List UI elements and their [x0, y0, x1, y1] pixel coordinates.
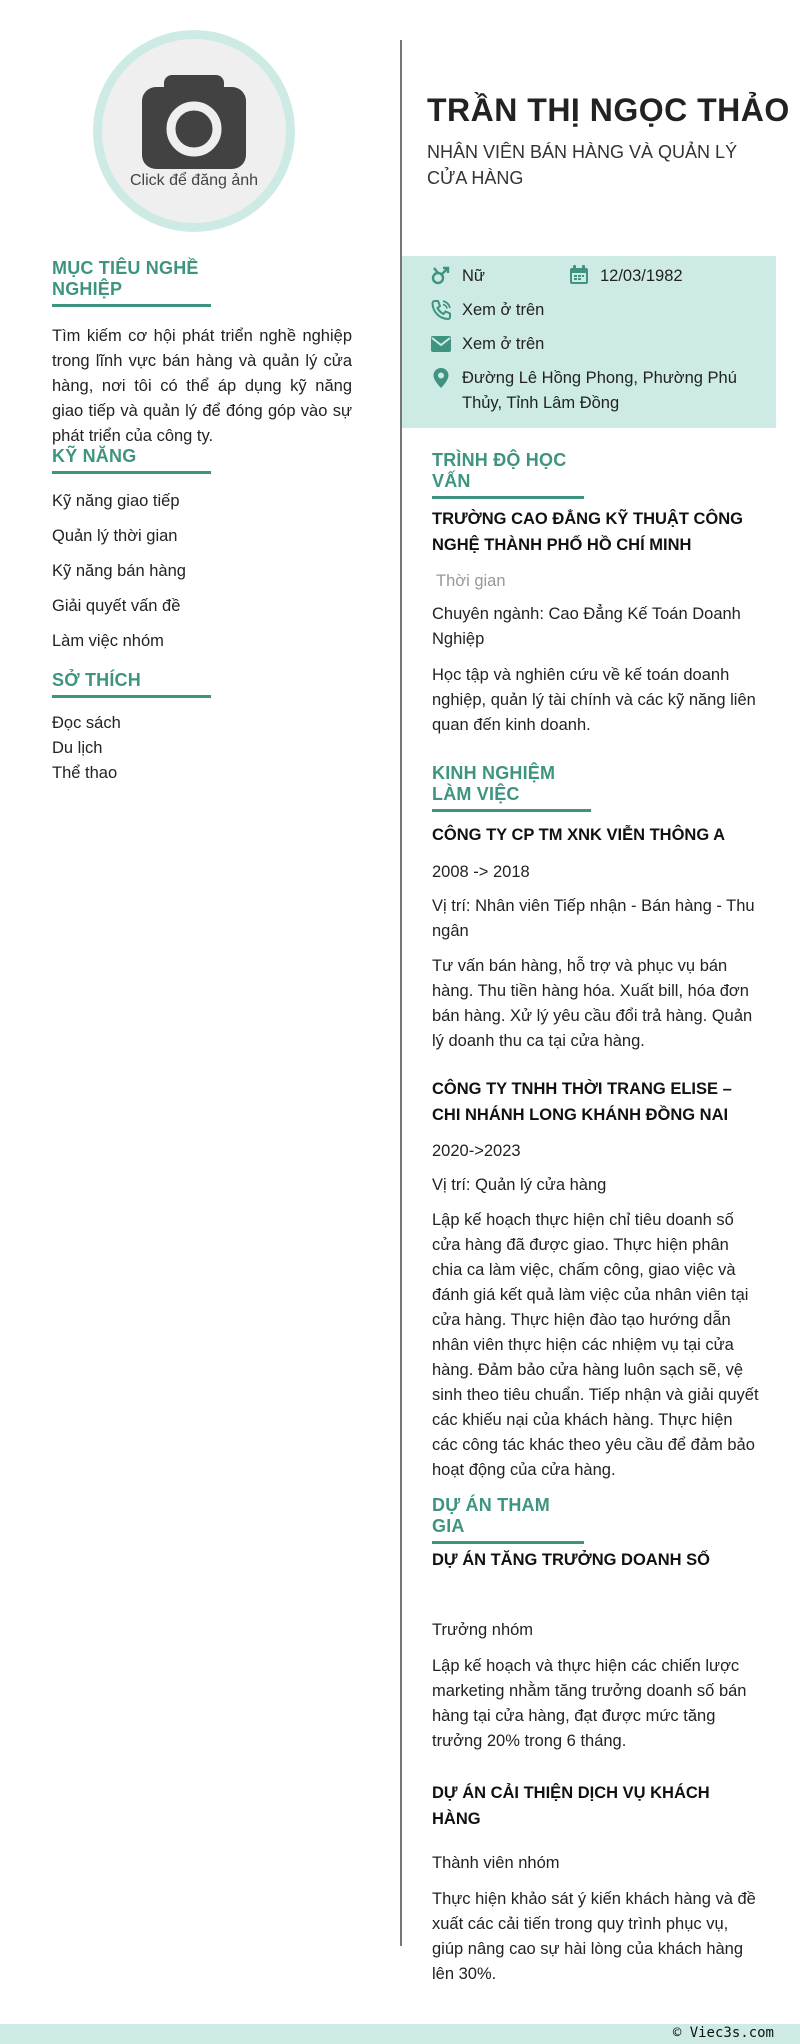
experience-title: KINH NGHIỆM LÀM VIỆC — [432, 763, 591, 812]
address-value: Đường Lê Hồng Phong, Phường Phú Thủy, Tỉnh Lâm Đồng — [462, 369, 737, 412]
hobby-item: Du lịch — [52, 739, 103, 757]
job-company: CÔNG TY TNHH THỜI TRANG ELISE – CHI NHÁNH LONG KHÁNH ĐỒNG NAI — [432, 1080, 732, 1124]
candidate-name: TRẦN THỊ NGỌC THẢO — [427, 92, 790, 128]
camera-icon — [142, 75, 246, 169]
footer-copyright: © Viec3s.com — [672, 2025, 774, 2041]
birthdate-value: 12/03/1982 — [600, 267, 683, 285]
project-role: Thành viên nhóm — [432, 1854, 560, 1872]
phone-icon — [430, 299, 452, 321]
project-description: Thực hiện khảo sát ý kiến khách hàng và đề xuất các cải tiến trong quy trình phục vụ, giúp nâng cao sự hài lòng của khách hàng lên 30%. — [432, 1890, 756, 1983]
calendar-icon — [568, 264, 590, 286]
job-position: Vị trí: Quản lý cửa hàng — [432, 1176, 607, 1194]
project-name: DỰ ÁN TĂNG TRƯỞNG DOANH SỐ — [432, 1551, 710, 1569]
education-title: TRÌNH ĐỘ HỌC VẤN — [432, 450, 584, 499]
job-period: 2020->2023 — [432, 1142, 521, 1160]
education-description: Học tập và nghiên cứu về kế toán doanh nghiệp, quản lý tài chính và các kỹ năng liên quan đến kinh doanh. — [432, 666, 756, 734]
education-major: Chuyên ngành: Cao Đẳng Kế Toán Doanh Nghiệp — [432, 605, 741, 648]
hobbies-title: SỞ THÍCH — [52, 670, 211, 698]
education-section — [432, 450, 762, 499]
hobby-item: Đọc sách — [52, 714, 121, 732]
skill-item: Kỹ năng bán hàng — [52, 562, 186, 580]
gender-icon — [430, 265, 452, 287]
skills-section — [52, 446, 352, 665]
objective-title: MỤC TIÊU NGHỀ NGHIỆP — [52, 258, 211, 307]
skill-item: Làm việc nhóm — [52, 632, 164, 650]
job-period: 2008 -> 2018 — [432, 863, 530, 881]
project-role: Trưởng nhóm — [432, 1621, 534, 1639]
email-value: Xem ở trên — [462, 335, 545, 353]
hobbies-list — [52, 712, 352, 787]
projects-title: DỰ ÁN THAM GIA — [432, 1495, 584, 1544]
project-description: Lập kế hoạch và thực hiện các chiến lược marketing nhằm tăng trưởng doanh số bán hàng tại cửa hàng, đạt được mức tăng trưởng 20% trong 6 tháng. — [432, 1657, 747, 1750]
phone-value: Xem ở trên — [462, 301, 545, 319]
hobby-item: Thể thao — [52, 764, 118, 782]
candidate-title: NHÂN VIÊN BÁN HÀNG VÀ QUẢN LÝ CỬA HÀNG — [427, 142, 738, 188]
experience-section — [432, 763, 762, 812]
education-school: TRƯỜNG CAO ĐẲNG KỸ THUẬT CÔNG NGHỆ THÀNH PHỐ HỒ CHÍ MINH — [432, 510, 744, 554]
skills-title: KỸ NĂNG — [52, 446, 211, 474]
objective-text: Tìm kiếm cơ hội phát triển nghề nghiệp trong lĩnh vực bán hàng và quản lý cửa hàng, nơi tôi có thể áp dụng kỹ năng giao tiếp và quản lý để đóng góp vào sự phát triển của công ty. — [52, 327, 352, 445]
job-description: Tư vấn bán hàng, hỗ trợ và phục vụ bán hàng. Thu tiền hàng hóa. Xuất bill, hóa đơn bán hàng. Xử lý yêu cầu đổi trả hàng. Quản lý doanh thu ca tại cửa hàng. — [432, 957, 753, 1050]
contact-box — [402, 256, 776, 428]
job-description: Lập kế hoạch thực hiện chỉ tiêu doanh số cửa hàng đã được giao. Thực hiện phân chia ca làm việc, chấm công, giao việc và đánh giá kết quả làm việc của nhân viên tại cửa hàng. Thực hiện đào tạo hướng dẫn nhân viên thực hiện các nhiệm vụ tại cửa hàng. Đảm bảo cửa hàng luôn sạch sẽ, vệ sinh theo tiêu chuẩn. Tiếp nhận và giải quyết các khiếu nại của khách hàng. Thực hiện các công tác khác theo yêu cầu để đảm bảo hoạt động của cửa hàng. — [432, 1211, 759, 1479]
job-position: Vị trí: Nhân viên Tiếp nhận - Bán hàng - Thu ngân — [432, 897, 755, 940]
email-icon — [430, 333, 452, 355]
project-name: DỰ ÁN CẢI THIỆN DỊCH VỤ KHÁCH HÀNG — [432, 1784, 710, 1828]
education-period: Thời gian — [436, 572, 506, 590]
footer-bar — [0, 2024, 800, 2044]
hobbies-section — [52, 670, 352, 787]
objective-section — [52, 258, 352, 449]
photo-upload[interactable] — [93, 30, 295, 232]
job-company: CÔNG TY CP TM XNK VIỄN THÔNG A — [432, 826, 726, 844]
projects-section — [432, 1495, 762, 1544]
skill-item: Quản lý thời gian — [52, 527, 178, 545]
skill-item: Kỹ năng giao tiếp — [52, 492, 180, 510]
location-icon — [430, 367, 452, 389]
skill-item: Giải quyết vấn đề — [52, 597, 181, 615]
photo-upload-label: Click để đăng ảnh — [129, 172, 259, 189]
skills-list — [52, 490, 352, 665]
gender-value: Nữ — [462, 267, 485, 285]
